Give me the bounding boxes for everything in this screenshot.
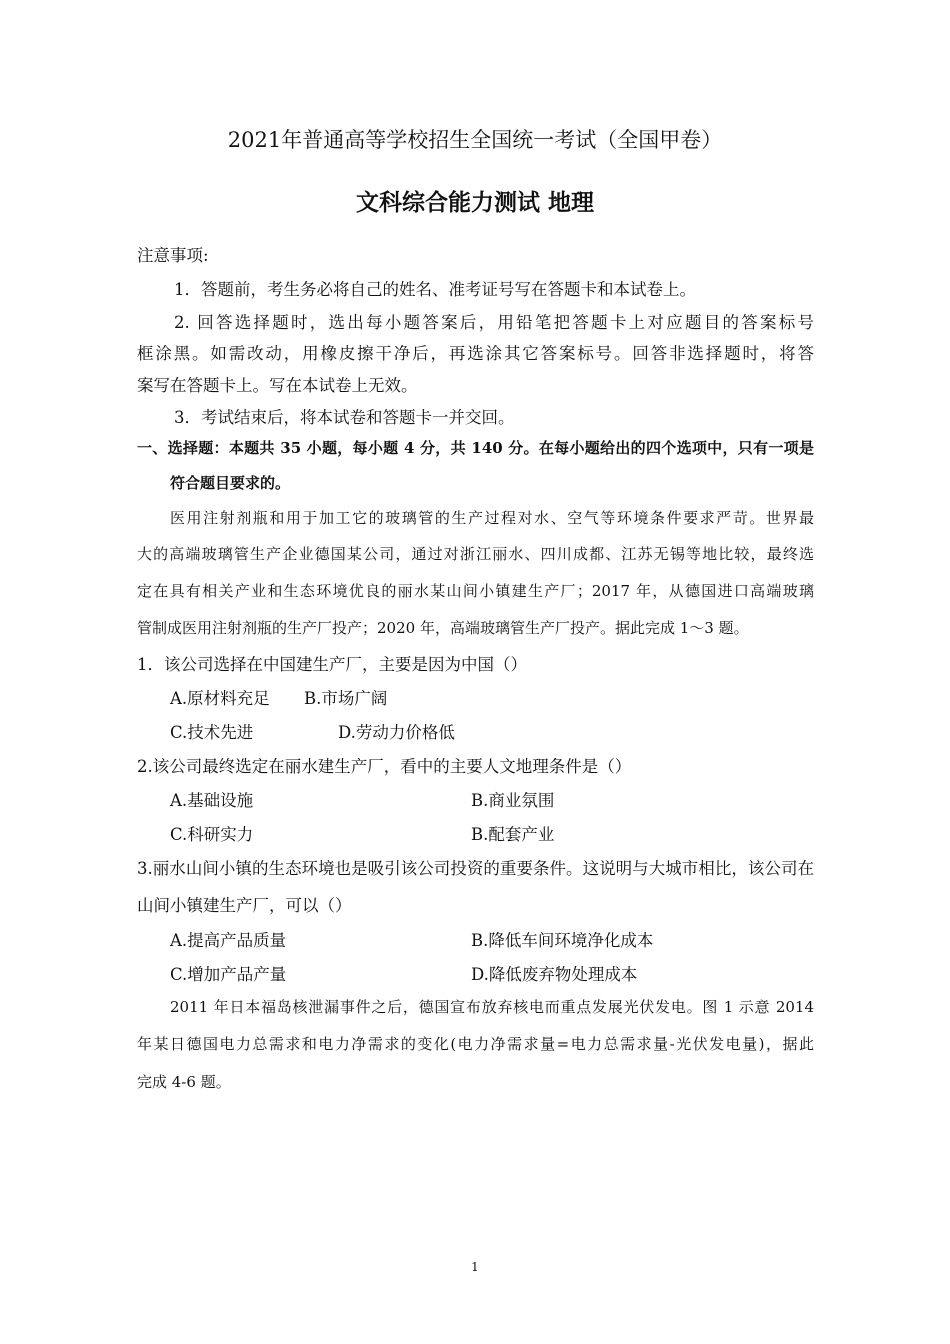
passage2-line-2: 年某日德国电力总需求和电力净需求的变化(电力净需求量=电力总需求量-光伏发电量)，据此 [137,1035,814,1053]
page-number: 1 [471,1260,479,1274]
exam-title: 2021年普通高等学校招生全国统一考试（全国甲卷） [227,128,723,152]
question-1-option-d: D.劳动力价格低 [338,723,455,742]
passage1-line-2: 大的高端玻璃管生产企业德国某公司，通过对浙江丽水、四川成都、江苏无锡等地比较，最终选 [137,545,814,563]
question-2-option-b: B.商业氛围 [471,791,555,810]
passage1-line-4: 管制成医用注射剂瓶的生产厂投产；2020 年，高端玻璃管生产厂投产。据此完成 1～3 题。 [137,619,749,637]
question-2-option-c: C.科研实力 [170,825,254,844]
passage1-line-3: 定在具有相关产业和生态环境优良的丽水某山间小镇建生产厂；2017 年，从德国进口高端玻璃 [137,582,814,600]
question-1-option-a: A.原材料充足 [170,689,270,708]
passage1-line-1: 医用注射剂瓶和用于加工它的玻璃管的生产过程对水、空气等环境条件要求严苛。世界最 [170,509,814,527]
question-3-option-c: C.增加产品产量 [170,965,287,984]
notice-item-3: 3．考试结束后，将本试卷和答题卡一并交回。 [174,408,515,427]
question-2-option-a: A.基础设施 [170,791,254,810]
passage2-line-3: 完成 4-6 题。 [137,1073,231,1091]
question-1-stem: 1．该公司选择在中国建生产厂，主要是因为中国（） [137,655,527,674]
section-heading-line-1: 一、选择题：本题共 35 小题，每小题 4 分，共 140 分。在每小题给出的四个选项中，只有一项是 [137,439,814,457]
exam-subtitle: 文科综合能力测试 地理 [355,189,594,216]
notice-item-2-line-3: 案写在答题卡上。写在本试卷上无效。 [137,376,418,395]
passage2-line-1: 2011 年日本福岛核泄漏事件之后，德国宣布放弃核电而重点发展光伏发电。图 1 示意 2014 [170,998,814,1016]
notice-item-2-line-1: 2. 回答选择题时，选出每小题答案后，用铅笔把答题卡上对应题目的答案标号 [174,313,814,332]
question-3-stem-line-1: 3.丽水山间小镇的生态环境也是吸引该公司投资的重要条件。这说明与大城市相比，该公司在 [137,859,814,878]
question-3-stem-line-2: 山间小镇建生产厂，可以（） [137,896,352,915]
question-3-option-b: B.降低车间环境净化成本 [471,931,654,950]
notice-item-1: 1．答题前，考生务必将自己的姓名、准考证号写在答题卡和本试卷上。 [174,280,696,299]
question-2-stem: 2.该公司最终选定在丽水建生产厂，看中的主要人文地理条件是（） [137,757,632,776]
question-3-option-a: A.提高产品质量 [170,931,287,950]
notice-item-2-line-2: 框涂黑。如需改动，用橡皮擦干净后，再选涂其它答案标号。回答非选择题时，将答 [137,344,814,363]
section-heading-line-2: 符合题目要求的。 [170,474,291,492]
question-2-option-d: B.配套产业 [471,825,555,844]
notice-heading: 注意事项: [137,246,209,265]
question-1-option-c: C.技术先进 [170,723,254,742]
question-1-option-b: B.市场广阔 [304,689,388,708]
question-3-option-d: D.降低废弃物处理成本 [471,965,638,984]
